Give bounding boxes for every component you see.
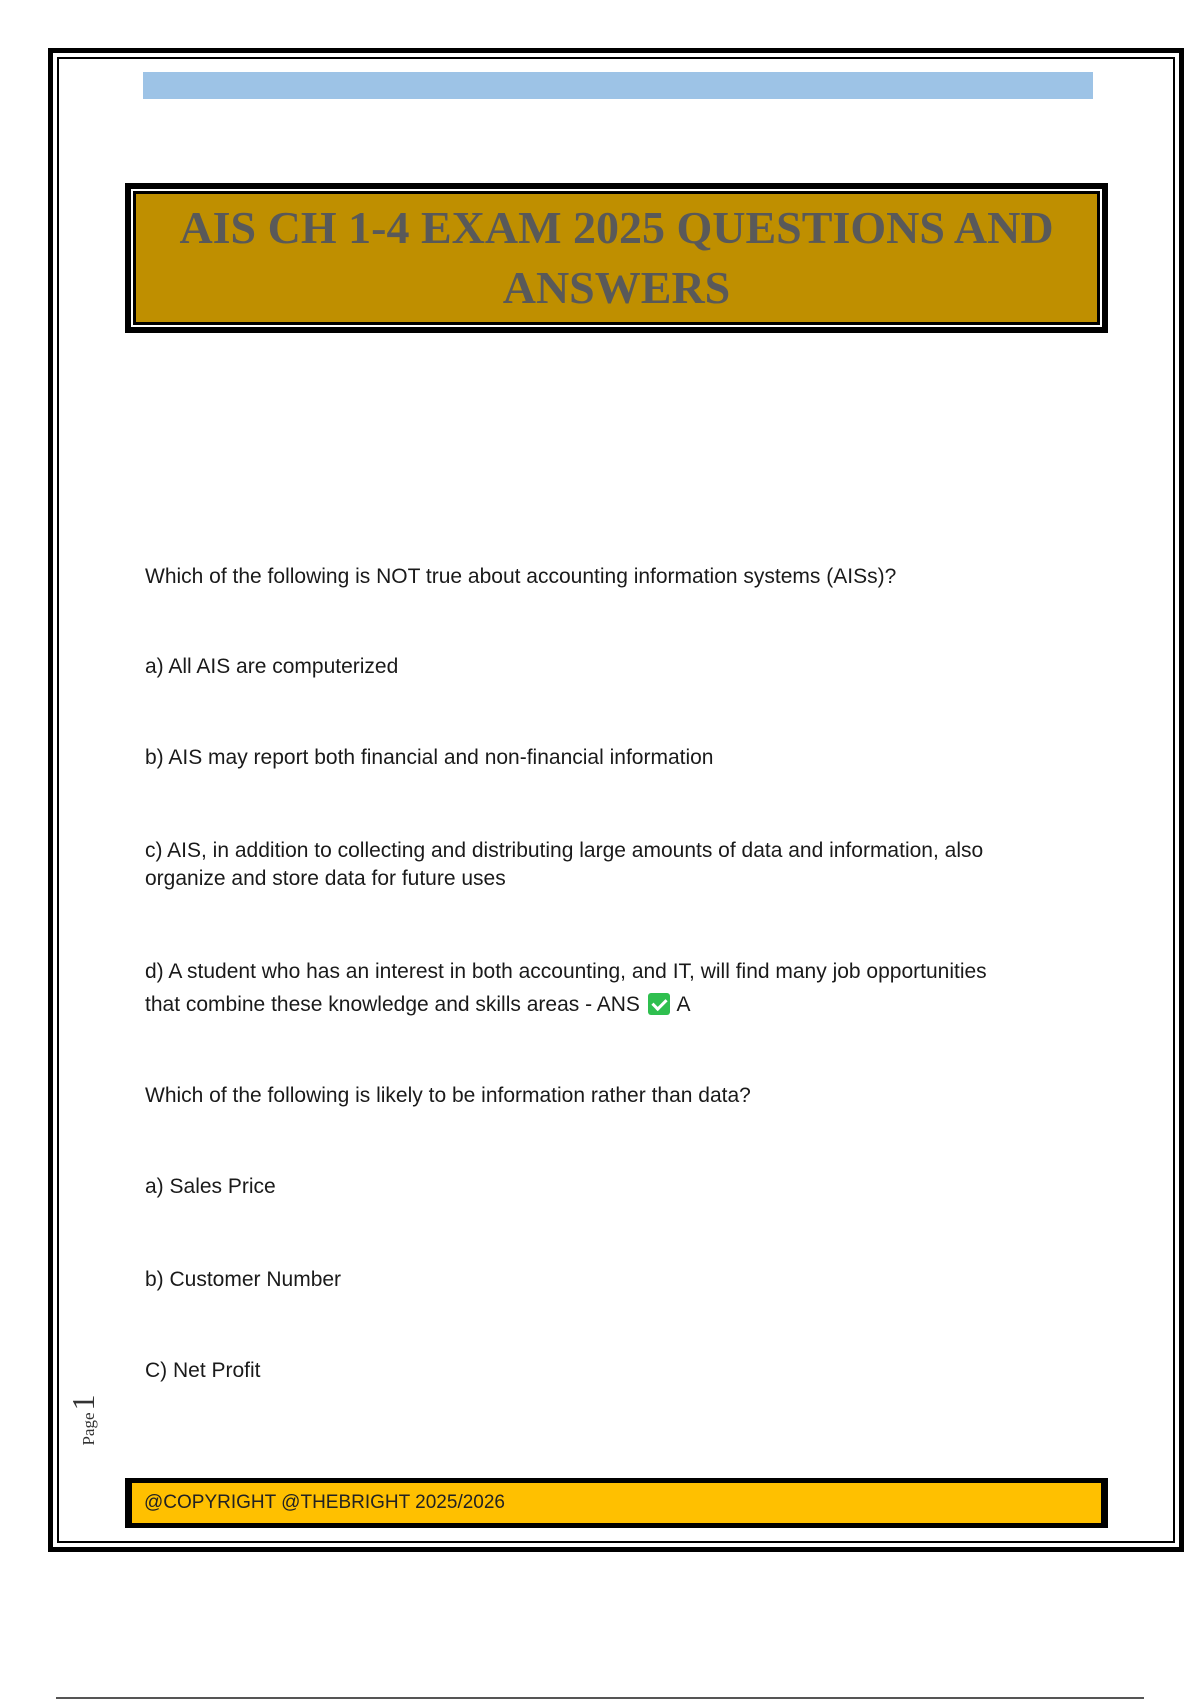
check-mark-icon: [648, 993, 670, 1015]
question-1-option-a: a) All AIS are computerized: [145, 655, 399, 678]
question-1-option-d-text: that combine these knowledge and skills areas - ANS: [145, 993, 640, 1016]
question-1-answer: A: [676, 993, 691, 1016]
title-banner: [125, 183, 1108, 333]
copyright-text: @COPYRIGHT @THEBRIGHT 2025/2026: [144, 1492, 505, 1513]
page-number-value: 1: [65, 1394, 101, 1411]
document-title-line1: AIS CH 1-4 EXAM 2025 QUESTIONS AND: [179, 202, 1054, 253]
question-2-option-c: C) Net Profit: [145, 1359, 261, 1382]
document-title: [165, 198, 1067, 318]
question-1-option-c-line2: organize and store data for future uses: [145, 867, 506, 890]
page-number: [65, 1385, 125, 1455]
question-1-option-c-line1: c) AIS, in addition to collecting and distributing large amounts of data and information, also: [145, 839, 984, 862]
question-2-prompt: Which of the following is likely to be information rather than data?: [145, 1084, 751, 1107]
question-1-option-b: b) AIS may report both financial and non-financial information: [145, 746, 714, 769]
bottom-divider: [56, 1697, 1144, 1699]
question-1-option-d-line2: [145, 990, 1075, 1019]
document-title-line2: ANSWERS: [502, 262, 731, 313]
question-2-option-b: b) Customer Number: [145, 1268, 342, 1291]
footer-banner: [125, 1478, 1108, 1528]
question-1-option-d-line1: d) A student who has an interest in both accounting, and IT, will find many job opportunities: [145, 960, 987, 983]
page-number-label: Page: [79, 1412, 98, 1446]
header-accent-bar: [143, 72, 1093, 99]
question-2-option-a: a) Sales Price: [145, 1175, 276, 1198]
question-1-prompt: Which of the following is NOT true about accounting information systems (AISs)?: [145, 565, 897, 588]
